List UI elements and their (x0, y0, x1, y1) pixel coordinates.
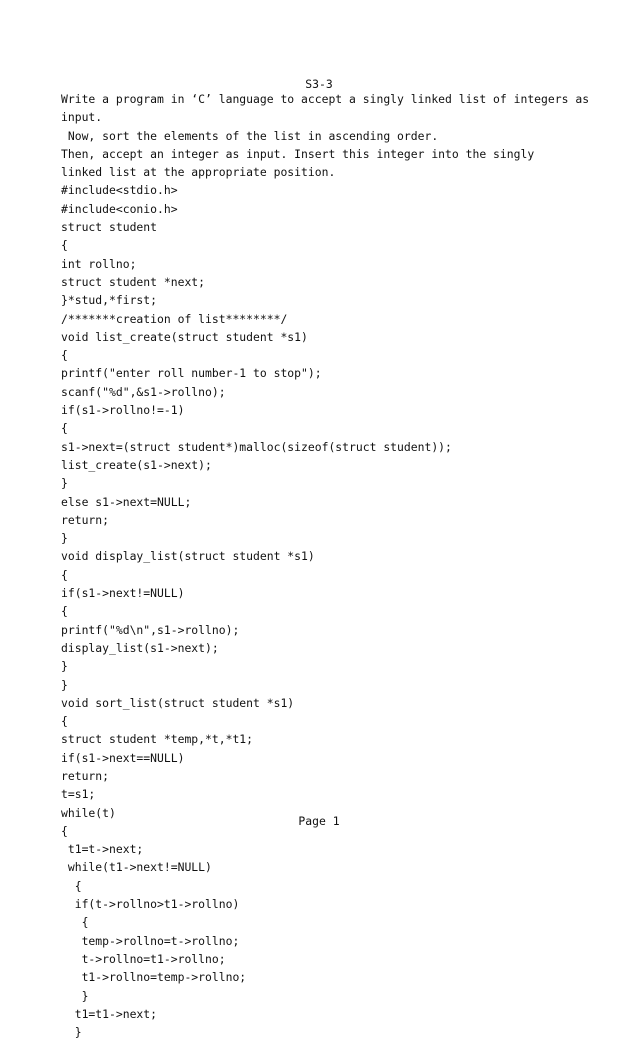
text-line: { (61, 604, 68, 619)
text-line: { (61, 567, 68, 582)
text-line: scanf("%d",&s1->rollno); (61, 384, 226, 399)
text-line: Write a program in ‘C’ language to accept a singly linked list of integers as (61, 92, 590, 106)
text-line: struct student (61, 220, 158, 235)
text-line: void list_create(struct student *s1) (61, 329, 308, 344)
text-line: Then, accept an integer as input. Insert this integer into the singly (61, 146, 535, 161)
text-line: } (61, 988, 89, 1003)
text-line: { (61, 421, 68, 436)
text-line: { (61, 348, 68, 363)
text-line: #include<conio.h> (61, 201, 178, 216)
text-line: } (61, 476, 68, 491)
text-line: } (61, 1025, 82, 1040)
text-line: printf("%d\n",s1->rollno); (61, 622, 240, 637)
document-body (61, 90, 621, 1041)
text-line: s1->next=(struct student*)malloc(sizeof(struct student)); (61, 439, 452, 454)
text-line: { (61, 915, 89, 930)
text-line: input. (61, 110, 103, 125)
text-line: else s1->next=NULL; (61, 494, 192, 509)
text-line: struct student *next; (61, 274, 206, 289)
text-line: struct student *temp,*t,*t1; (61, 732, 254, 747)
text-line: { (61, 878, 82, 893)
text-line: void display_list(struct student *s1) (61, 549, 315, 564)
text-line: if(t->rollno>t1->rollno) (61, 897, 240, 912)
text-line: display_list(s1->next); (61, 640, 219, 655)
text-line: t1=t->next; (61, 842, 144, 857)
text-line: while(t1->next!=NULL) (61, 860, 212, 875)
text-line: if(s1->next!=NULL) (61, 586, 185, 601)
text-line: } (61, 677, 68, 692)
text-line: printf("enter roll number-1 to stop"); (61, 366, 322, 381)
text-line: }*stud,*first; (61, 293, 158, 308)
text-line: t->rollno=t1->rollno; (61, 951, 226, 966)
text-line: int rollno; (61, 256, 137, 271)
text-line: { (61, 823, 68, 838)
text-line: return; (61, 768, 110, 783)
text-line: void sort_list(struct student *s1) (61, 695, 295, 710)
page-footer-number: Page 1 (298, 814, 340, 828)
text-line: if(s1->rollno!=-1) (61, 403, 185, 418)
text-line: { (61, 714, 68, 729)
text-line: t=s1; (61, 787, 96, 802)
text-line: t1->rollno=temp->rollno; (61, 970, 247, 985)
text-line: { (61, 238, 68, 253)
text-line: #include<stdio.h> (61, 183, 178, 198)
text-line: while(t) (61, 805, 116, 820)
text-line: linked list at the appropriate position. (61, 165, 336, 180)
text-line: } (61, 531, 68, 546)
page-header-title: S3-3 (305, 77, 333, 91)
text-line: return; (61, 512, 110, 527)
text-line: /*******creation of list********/ (61, 311, 288, 326)
text-line: if(s1->next==NULL) (61, 750, 185, 765)
text-line: list_create(s1->next); (61, 457, 212, 472)
text-line: } (61, 659, 68, 674)
text-line: t1=t1->next; (61, 1006, 158, 1021)
text-line: temp->rollno=t->rollno; (61, 933, 240, 948)
text-line: Now, sort the elements of the list in ascending order. (61, 128, 439, 143)
